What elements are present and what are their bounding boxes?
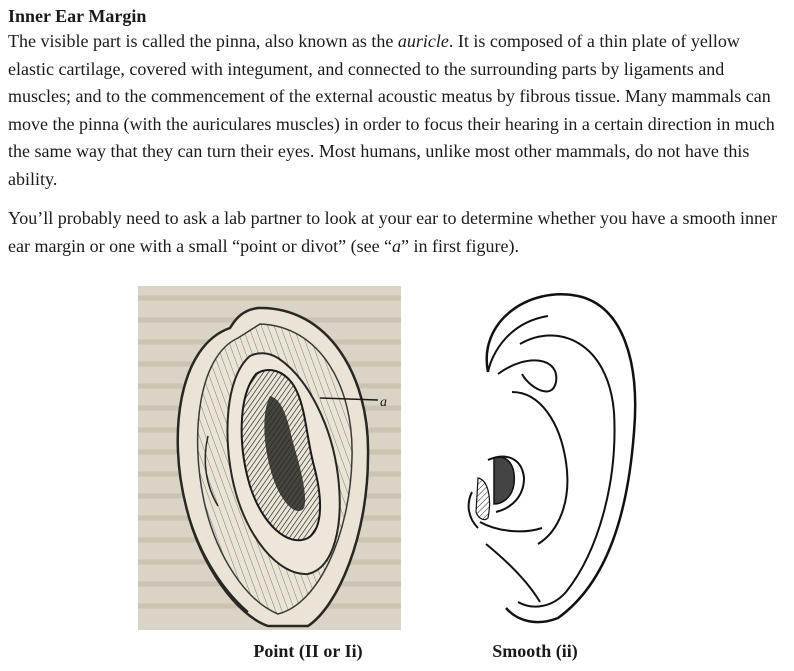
figure-caption-point: Point (II or Ii) [253,641,363,661]
paragraph-pinna-end: . It is composed of a thin plate of yellow elastic cartilage, covered with integument, and connected to the surrounding parts by ligaments and muscles; and to the commencement of the external acoustic meatus by fibrous tissue. Many mammals can move the pinna (with the auriculares muscles) in order to focus their hearing in a certain direction in much the same way that they can turn their eyes. Most humans, unlike most other mammals, do not have this ability. [8,31,775,189]
ear-engraving-illustration [138,286,401,630]
paragraph-instructions-end: ” in first figure). [401,235,520,256]
article [8,4,788,260]
auricle-term: auricle [397,31,449,51]
section-heading: Inner Ear Margin [8,6,147,26]
figures [0,282,794,671]
ear-line-drawing [448,282,644,626]
figure-reference-letter: a [392,235,402,256]
ear-line-figure [448,282,644,626]
figure-caption-smooth: Smooth (ii) [492,641,578,661]
paragraph-instructions [8,205,788,260]
point-label-a: a [380,395,387,410]
ear-engraving-figure [138,286,401,630]
paragraph-pinna [8,28,788,193]
paragraph-instructions-start: You’ll probably need to ask a lab partner to look at your ear to determine whether you have a smooth inner ear margin or one with a small “point or divot” (see “ [8,208,777,256]
paragraph-pinna-start: The visible part is called the pinna, also known as the [8,31,398,51]
